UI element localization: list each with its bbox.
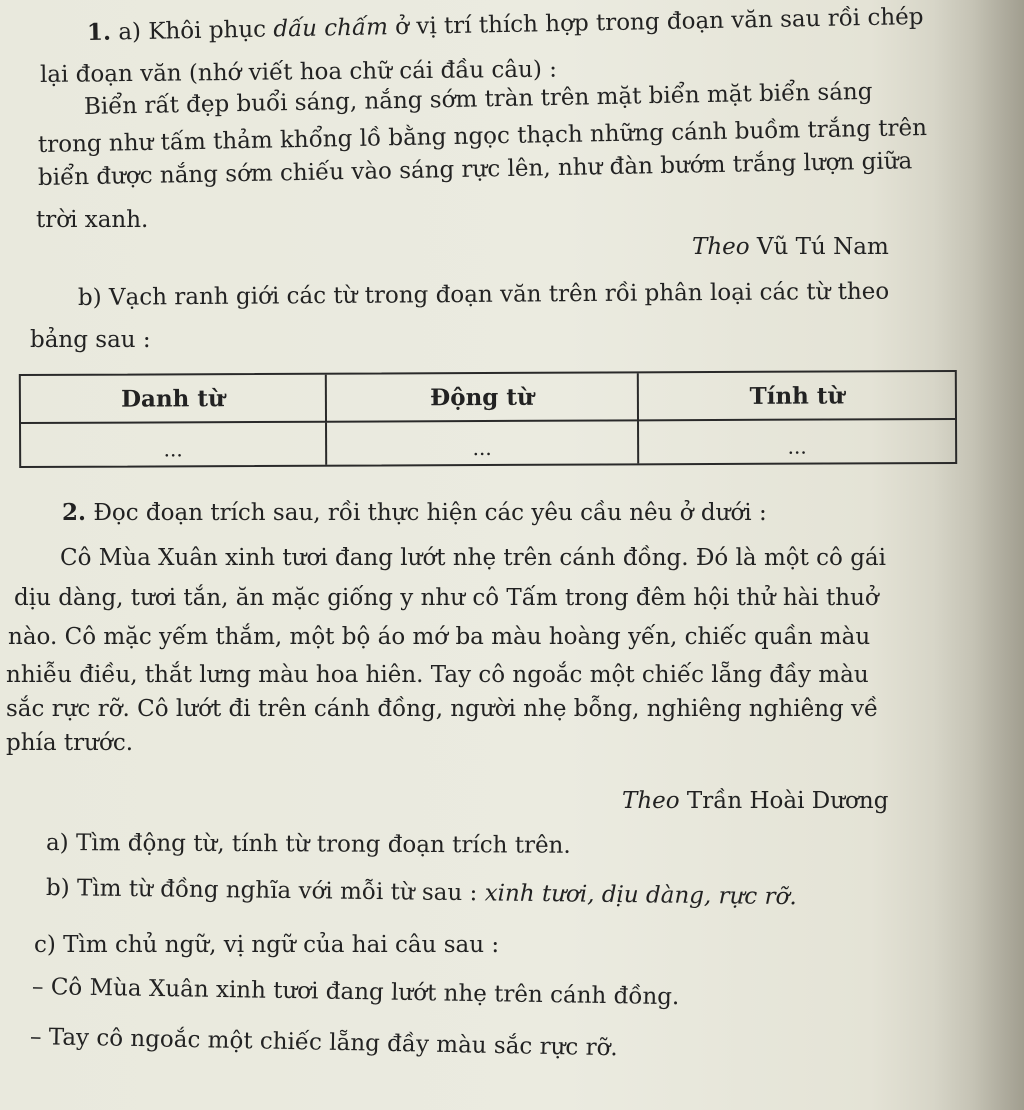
ex2-question <box>62 498 767 528</box>
ex2-sentence: – Tay cô ngoắc một chiếc lẵng đầy màu sắc rực rỡ. <box>29 1024 619 1062</box>
ex1-passage-line: trời xanh. <box>36 207 149 233</box>
ex1-question-b-line1: b) Vạch ranh giới các từ trong đoạn văn trên rồi phân loại các từ theo <box>77 278 890 311</box>
ex2-sentence: – Cô Mùa Xuân xinh tươi đang lướt nhẹ trên cánh đồng. <box>31 974 680 1011</box>
ex1-passage-line: biển được nắng sớm chiếu vào sáng rực lên, như đàn bướm trắng lượn giữa <box>37 148 913 191</box>
ex2-task-a: a) Tìm động từ, tính từ trong đoạn trích trên. <box>45 830 571 859</box>
ex2-source <box>622 786 888 816</box>
word-class-table <box>19 370 957 468</box>
ex2-task-b <box>46 873 797 912</box>
table-header-noun: Danh từ <box>21 375 327 424</box>
ex1-q-a-suffix: ở vị trí thích hợp trong đoạn văn sau rồi chép <box>387 3 924 41</box>
ex2-passage-line: Cô Mùa Xuân xinh tươi đang lướt nhẹ trên cánh đồng. Đó là một cô gái <box>60 545 887 571</box>
ex1-q-a-prefix: a) Khôi phục <box>110 16 274 46</box>
ex2-passage-line: phía trước. <box>6 730 134 756</box>
ex2-task-b-prefix: b) Tìm từ đồng nghĩa với mỗi từ sau : <box>45 875 485 907</box>
ex1-q-a-italic: dấu chấm <box>273 14 389 43</box>
ex1-question-b-line2: bảng sau : <box>30 327 151 353</box>
ex2-q-text: Đọc đoạn trích sau, rồi thực hiện các yêu cầu nêu ở dưới : <box>86 500 767 526</box>
ex1-passage-line: trong như tấm thảm khổng lồ bằng ngọc thạch những cánh buồm trắng trên <box>37 114 928 158</box>
ex2-number: 2. <box>62 499 87 526</box>
ex1-source <box>692 232 889 262</box>
ex2-passage-line: sắc rực rỡ. Cô lướt đi trên cánh đồng, người nhẹ bỗng, nghiêng nghiêng về <box>6 696 879 722</box>
ex2-source-author: Trần Hoài Dương <box>679 788 889 814</box>
table-cell-noun: ... <box>21 423 327 466</box>
ex2-passage-line: nào. Cô mặc yếm thắm, một bộ áo mớ ba màu hoàng yến, chiếc quần màu <box>8 624 871 650</box>
table-header-verb: Động từ <box>327 373 639 422</box>
ex1-question-a-line2: lại đoạn văn (nhớ viết hoa chữ cái đầu câu) : <box>39 56 558 88</box>
ex1-question-a-line1 <box>87 2 924 48</box>
table-cell-verb: ... <box>327 421 639 464</box>
ex1-passage-line: Biển rất đẹp buổi sáng, nắng sớm tràn trên mặt biển mặt biển sáng <box>83 78 873 120</box>
table-header-adjective: Tính từ <box>639 372 955 421</box>
page-edge-shadow <box>934 0 1024 1110</box>
ex2-task-c: c) Tìm chủ ngữ, vị ngữ của hai câu sau : <box>34 932 500 958</box>
ex2-task-b-italic: xinh tươi, dịu dàng, rực rỡ. <box>484 880 797 911</box>
ex1-source-author: Vũ Tú Nam <box>749 234 889 260</box>
ex1-number: 1. <box>86 18 112 46</box>
ex1-source-prefix: Theo <box>692 234 750 260</box>
ex2-source-prefix: Theo <box>622 788 680 814</box>
ex2-passage-line: dịu dàng, tươi tắn, ăn mặc giống y như cô Tấm trong đêm hội thử hài thuở <box>14 585 879 611</box>
table-cell-adjective: ... <box>787 434 807 459</box>
ex2-passage-line: nhiễu điều, thắt lưng màu hoa hiên. Tay cô ngoắc một chiếc lẵng đầy màu <box>6 662 869 688</box>
